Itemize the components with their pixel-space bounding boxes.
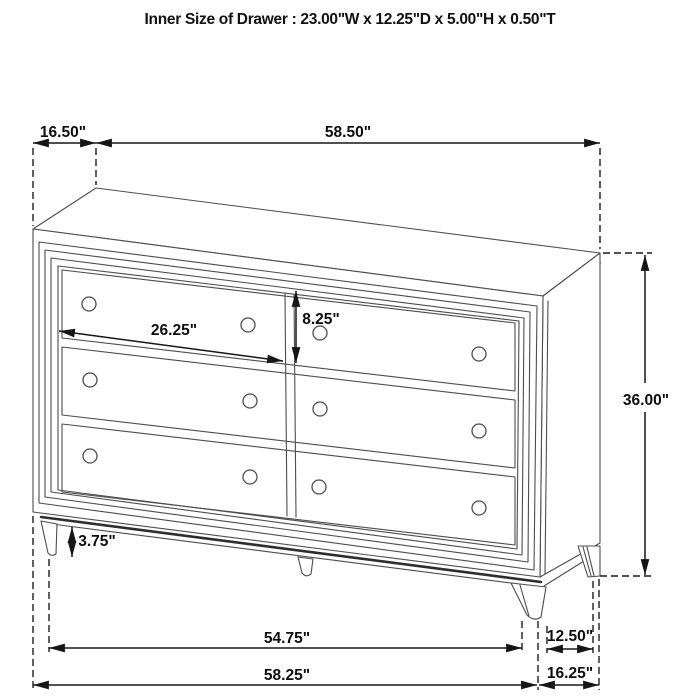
- page-title: Inner Size of Drawer : 23.00"W x 12.25"D x 5.00"H x 0.50"T: [144, 11, 556, 28]
- dim-label-drawer-height: 8.25": [302, 311, 340, 328]
- dim-label-overall-height: 36.00": [622, 392, 670, 409]
- front-left-leg: [41, 521, 57, 555]
- dim-base-depth: [539, 665, 599, 685]
- side-panel: [540, 253, 600, 586]
- dim-top-width: [96, 124, 600, 143]
- dim-top-depth: [33, 124, 96, 143]
- middle-leg: [298, 557, 313, 576]
- dim-label-drawer-width: 26.25": [150, 322, 198, 339]
- dim-leg-span-depth: [547, 628, 593, 649]
- dim-label-leg-span-width: 54.75": [263, 630, 311, 647]
- dim-base-width: [33, 667, 537, 685]
- dim-label-leg-span-depth: 12.50": [546, 628, 594, 645]
- dim-leg-span-width: [49, 630, 522, 648]
- dim-label-top-depth: 16.50": [39, 124, 87, 141]
- dim-label-base-width: 58.25": [263, 667, 311, 684]
- dim-label-base-depth: 16.25": [546, 665, 594, 682]
- dim-label-top-width: 58.50": [324, 124, 372, 141]
- dresser-drawing: [33, 188, 601, 619]
- back-right-leg: [578, 546, 600, 577]
- dim-overall-height: [623, 255, 669, 575]
- dim-label-base-clearance: 3.75": [78, 533, 116, 550]
